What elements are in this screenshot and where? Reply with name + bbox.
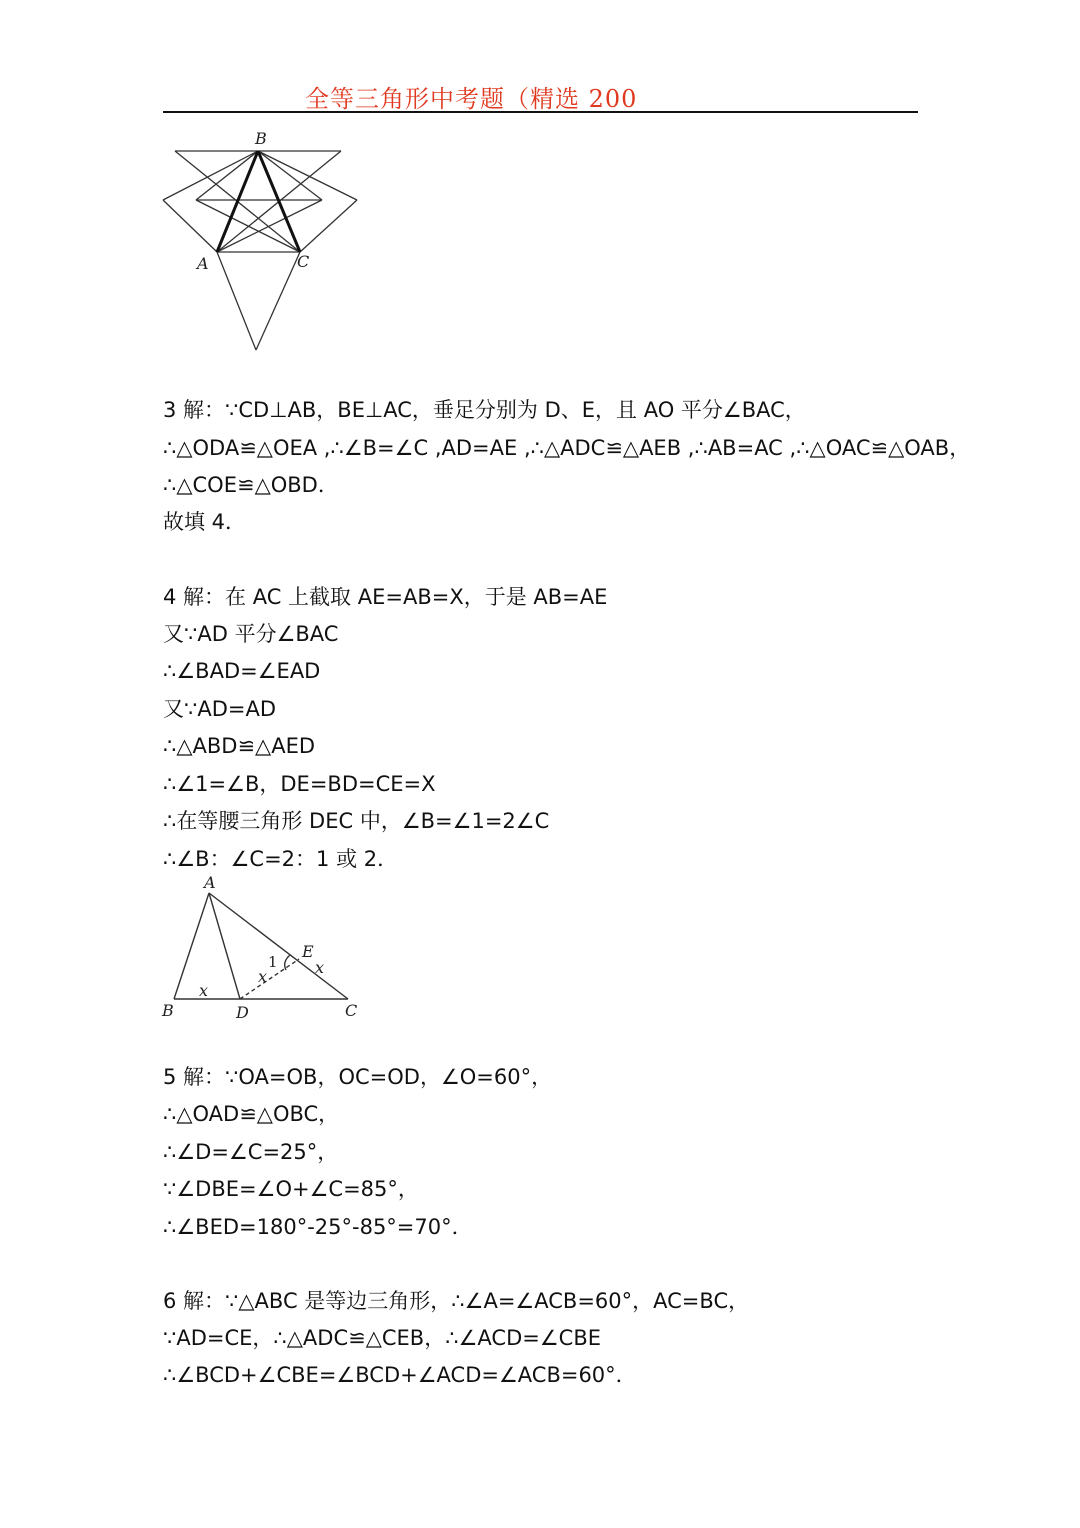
fig1-side-ab: [217, 151, 258, 252]
fig2-label-x-de: x: [258, 967, 268, 986]
solution-3-line-3: ∴△COE≌△OBD．: [163, 473, 339, 497]
solution-5-line-2: ∴△OAD≌△OBC，: [163, 1102, 340, 1126]
fig1-line: [163, 200, 217, 252]
fig1-label-b: B: [255, 129, 267, 148]
header-divider: [163, 111, 918, 113]
fig1-line: [300, 200, 357, 252]
figure-star-triangles: [155, 125, 370, 360]
solution-4-line-3: ∴∠BAD=∠EAD: [163, 659, 321, 683]
solution-4-line-6: ∴∠1=∠B，DE=BD=CE=X: [163, 772, 436, 796]
fig1-line: [258, 151, 357, 200]
solution-3-line-2: ∴△ODA≌△OEA ,∴∠B=∠C ,AD=AE ,∴△ADC≌△AEB ,∴AB=AC ,∴△OAC≌△OAB，: [163, 436, 971, 460]
solution-4-line-7: ∴在等腰三角形 DEC 中，∠B=∠1=2∠C: [163, 809, 550, 833]
page-title: 全等三角形中考题（精选 200: [305, 85, 638, 113]
solution-5-line-5: ∴∠BED=180°-25°-85°=70°．: [163, 1215, 473, 1239]
fig1-line: [217, 200, 322, 252]
solution-4-line-8: ∴∠B：∠C=2：1 或 2．: [163, 847, 399, 871]
solution-5-line-4: ∵∠DBE=∠O+∠C=85°，: [163, 1177, 419, 1201]
fig1-line: [163, 151, 258, 200]
solution-3-line-4: 故填 4．: [163, 510, 247, 534]
solution-6-line-2: ∵AD=CE，∴△ADC≌△CEB，∴∠ACD=∠CBE: [163, 1326, 601, 1350]
fig2-side-ac: [209, 893, 348, 999]
fig1-label-c: C: [297, 252, 310, 271]
solution-4-line-4: 又∵AD=AD: [163, 697, 277, 721]
solution-6-line-1: 6 解：∵△ABC 是等边三角形，∴∠A=∠ACB=60°，AC=BC，: [163, 1289, 750, 1313]
fig2-label-angle-1: 1: [268, 953, 278, 971]
fig1-line: [217, 252, 256, 350]
fig2-segment-ad: [209, 893, 240, 999]
fig2-label-a: A: [204, 873, 216, 892]
solution-5-line-1: 5 解：∵OA=OB，OC=OD，∠O=60°，: [163, 1065, 553, 1089]
fig1-label-a: A: [197, 254, 209, 273]
fig2-label-x-ec: x: [315, 958, 325, 977]
fig1-side-bc: [258, 151, 300, 252]
fig2-label-e: E: [302, 942, 314, 961]
fig1-line: [256, 252, 300, 350]
fig1-line: [196, 200, 300, 252]
solution-4-line-5: ∴△ABD≌△AED: [163, 734, 316, 758]
fig2-label-d: D: [236, 1003, 249, 1022]
figure-triangle-abc: [155, 870, 370, 1025]
solution-6-line-3: ∴∠BCD+∠CBE=∠BCD+∠ACD=∠ACB=60°．: [163, 1363, 637, 1387]
solution-3-line-1: 3 解：∵CD⊥AB，BE⊥AC，垂足分别为 D、E，且 AO 平分∠BAC，: [163, 398, 806, 422]
fig2-label-x-bd: x: [199, 981, 209, 1000]
fig2-label-b: B: [162, 1001, 174, 1020]
solution-4-line-2: 又∵AD 平分∠BAC: [163, 622, 339, 646]
solution-5-line-3: ∴∠D=∠C=25°，: [163, 1140, 339, 1164]
solution-4-line-1: 4 解：在 AC 上截取 AE=AB=X，于是 AB=AE: [163, 585, 608, 609]
fig2-label-c: C: [345, 1001, 358, 1020]
